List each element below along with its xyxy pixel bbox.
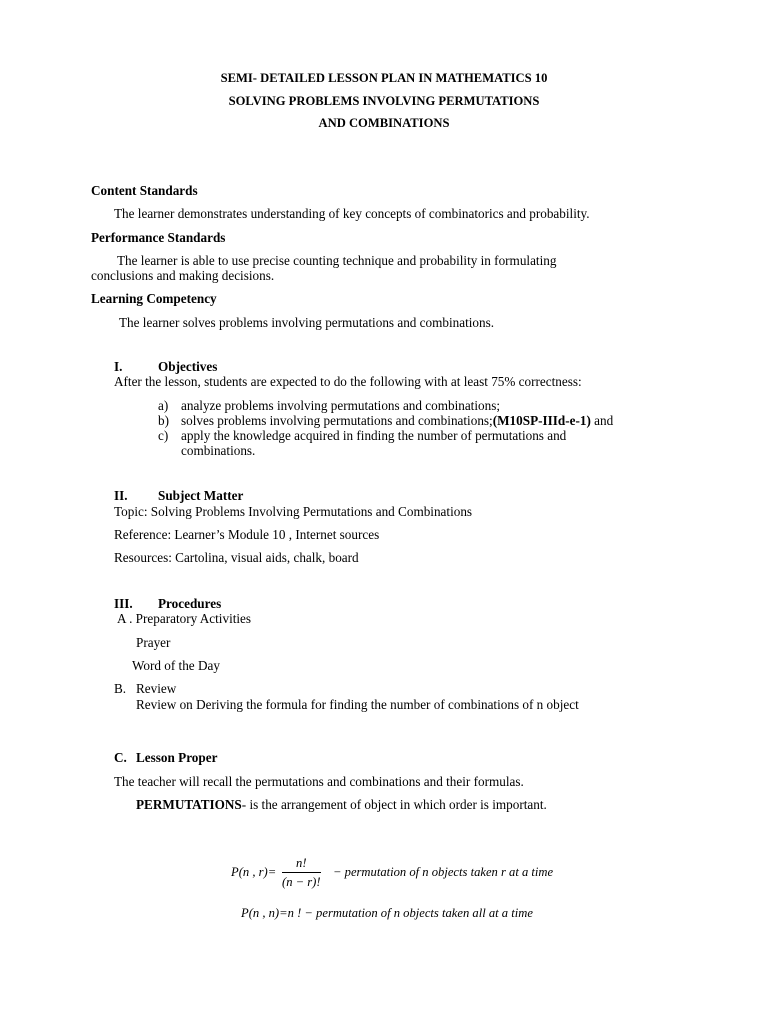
permutations-term: PERMUTATIONS — [136, 797, 242, 812]
learning-competency-text: The learner solves problems involving permutations and combinations. — [119, 315, 495, 330]
objective-item-b — [181, 414, 613, 427]
objectives-numeral: I. — [114, 359, 123, 374]
objective-item-b-text: solves problems involving permutations and combinations; — [181, 413, 493, 428]
review-label: Review — [136, 681, 177, 696]
objectives-intro: After the lesson, students are expected to do the following with at least 75% correctness: — [114, 374, 582, 389]
title-line-3: AND COMBINATIONS — [318, 116, 450, 130]
title-line-1: SEMI- DETAILED LESSON PLAN IN MATHEMATICS 10 — [220, 71, 548, 85]
learning-competency-heading: Learning Competency — [91, 291, 217, 306]
formula-1-description: − permutation of n objects taken r at a time — [333, 865, 554, 879]
lesson-proper-text: The teacher will recall the permutations and combinations and their formulas. — [114, 774, 524, 789]
objectives-heading: Objectives — [158, 359, 218, 374]
formula-2: P(n , n)=n ! − permutation of n objects taken all at a time — [241, 906, 533, 920]
prayer-item: Prayer — [136, 635, 171, 650]
subject-matter-numeral: II. — [114, 488, 128, 503]
procedures-numeral: III. — [114, 596, 133, 611]
performance-standards-text-1: The learner is able to use precise counting technique and probability in formulating — [117, 253, 557, 268]
objective-item-a: analyze problems involving permutations and combinations; — [181, 398, 500, 413]
review-text: Review on Deriving the formula for finding the number of combinations of n object — [136, 697, 579, 712]
formula-1-fraction — [282, 856, 321, 890]
competency-code: (M10SP-IIId-e-1) — [492, 413, 591, 428]
subject-matter-heading: Subject Matter — [158, 488, 244, 503]
performance-standards-text-2: conclusions and making decisions. — [91, 268, 275, 283]
objective-marker-b: b) — [158, 413, 169, 428]
permutations-definition — [136, 798, 547, 811]
subject-topic: Topic: Solving Problems Involving Permutations and Combinations — [114, 504, 473, 519]
objective-item-b-tail: and — [590, 413, 614, 428]
subject-resources: Resources: Cartolina, visual aids, chalk, board — [114, 550, 359, 565]
formula-1-numerator: n! — [282, 856, 321, 873]
formula-1-lhs: P(n , r)= — [231, 865, 277, 879]
preparatory-activities: A . Preparatory Activities — [117, 611, 252, 626]
content-standards-text: The learner demonstrates understanding of key concepts of combinatorics and probability. — [114, 206, 590, 221]
lesson-proper-marker: C. — [114, 750, 127, 765]
objective-item-c-cont: combinations. — [181, 443, 256, 458]
content-standards-heading: Content Standards — [91, 183, 198, 198]
performance-standards-heading: Performance Standards — [91, 230, 226, 245]
lesson-proper-heading: Lesson Proper — [136, 750, 218, 765]
word-of-the-day-item: Word of the Day — [132, 658, 220, 673]
procedures-heading: Procedures — [158, 596, 222, 611]
objective-marker-c: c) — [158, 428, 169, 443]
review-marker: B. — [114, 681, 127, 696]
permutations-def-text: - is the arrangement of object in which order is important. — [241, 797, 547, 812]
objective-marker-a: a) — [158, 398, 169, 413]
formula-1-denominator: (n − r)! — [282, 875, 321, 889]
subject-reference: Reference: Learner’s Module 10 , Internet sources — [114, 527, 380, 542]
title-line-2: SOLVING PROBLEMS INVOLVING PERMUTATIONS — [228, 94, 540, 108]
objective-item-c: apply the knowledge acquired in finding the number of permutations and — [181, 428, 567, 443]
